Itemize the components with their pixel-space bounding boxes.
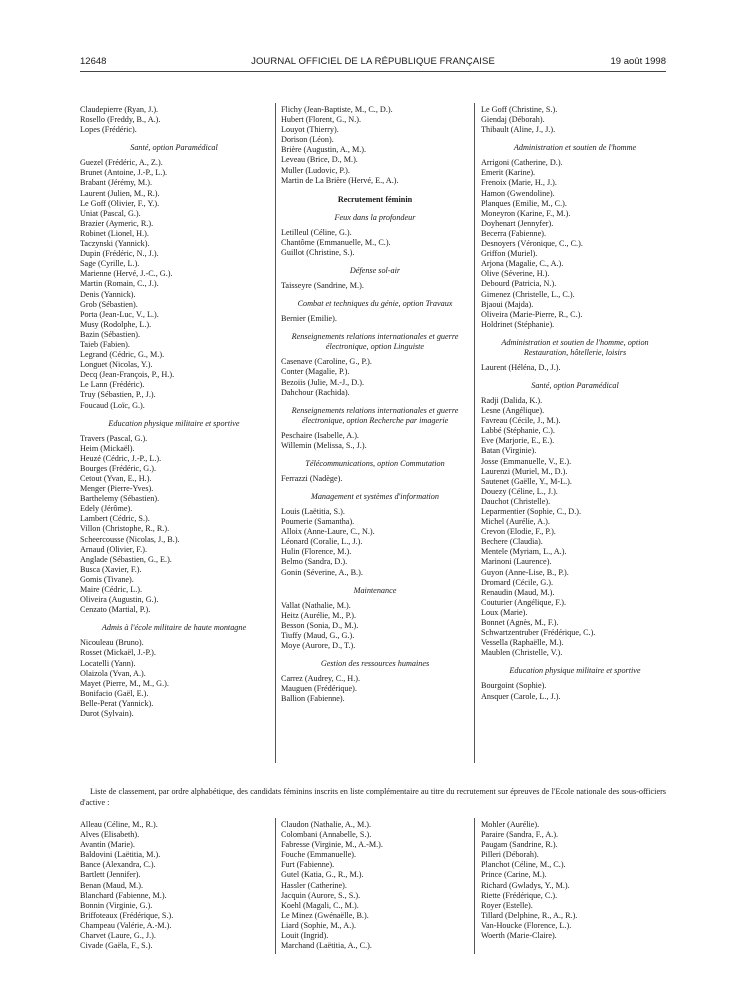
list-item: Maublen (Christelle, V.). — [481, 648, 563, 658]
list-item: Menger (Pierre-Yves). — [80, 484, 154, 494]
list-item: Le Goff (Olivier, F., Y.). — [80, 198, 160, 208]
list-item: Schwartzentruber (Frédérique, C.). — [481, 628, 596, 638]
section-heading: Education physique militaire et sportive — [108, 418, 240, 428]
list-item: Royer (Estelle). — [481, 900, 533, 910]
list-item: Guillot (Christine, S.). — [281, 248, 355, 258]
list-item: Rosset (Mickaël, J.-P.). — [80, 648, 156, 658]
list-item: Mayet (Pierre, M., M., G.). — [80, 678, 169, 688]
list-item: Douezy (Céline, L., J.). — [481, 486, 558, 496]
section-heading: Admis à l'école militaire de haute montagne — [101, 623, 247, 633]
list-item: Heuzé (Cédric, J.-P., L.). — [80, 453, 162, 463]
list-item: Moye (Aurore, D., T.). — [281, 641, 356, 650]
list-item: Radji (Dalida, K.). — [481, 395, 543, 405]
list-item: Frenoix (Marie, H., J.). — [481, 178, 557, 188]
list-item: Brazier (Aymeric, R.). — [80, 218, 154, 228]
list-item: Alves (Elisabeth). — [80, 830, 140, 840]
list-item: Longuet (Nicolas, Y.). — [80, 360, 153, 370]
list-item: Giendaj (Déborah). — [481, 115, 545, 125]
list-item: Oliveira (Marie-Pierre, R., C.). — [481, 309, 583, 319]
list-item: Claudon (Nathalie, A., M.). — [281, 820, 372, 829]
list-item: Richard (Gwladys, Y., M.). — [481, 880, 570, 890]
list-item: Hassler (Catherine). — [281, 880, 347, 890]
list-item: Brabant (Jérémy, M.). — [80, 178, 152, 188]
list-item: Arjona (Magalie, C., A.). — [481, 259, 564, 269]
list-item: Louyot (Thierry). — [281, 125, 339, 135]
list-item: Laurent (Héléna, D., J.). — [481, 362, 561, 372]
list-item: Carrez (Audrey, C., H.). — [281, 674, 361, 684]
list-item: Benan (Maud, M.). — [80, 880, 143, 890]
list-item: Lopes (Frédéric). — [80, 125, 137, 135]
list-item: Baldovini (Laëtitia, M.). — [80, 850, 161, 860]
list-item: Griffon (Muriel). — [481, 249, 538, 259]
list-item: Paraire (Sandra, F., A.). — [481, 830, 559, 840]
list-item: Hubert (Florent, G., N.). — [281, 115, 362, 125]
list-item: Avantin (Marie). — [80, 840, 135, 850]
list-item: Gutel (Katia, G., R., M.). — [281, 870, 364, 880]
list-item: Letilleul (Céline, G.). — [281, 227, 352, 237]
list-item: Marienne (Hervé, J.-C., G.). — [80, 269, 173, 279]
list-item: Laurenzi (Muriel, M., D.). — [481, 466, 568, 476]
list-item: Taieb (Fabien). — [80, 339, 130, 349]
list-item: Peschaire (Isabelle, A.). — [281, 430, 359, 440]
list-item: Alloix (Anne-Laure, C., N.). — [281, 527, 375, 537]
list-item: Maire (Cédric, L.). — [80, 585, 143, 595]
lower-column-2 — [281, 820, 469, 951]
list-item: Pilleri (Déborah). — [481, 850, 539, 860]
list-item: Bartlett (Jennifer). — [80, 870, 141, 880]
list-item: Tiuffy (Maud, G., G.). — [281, 630, 355, 640]
list-item: Mentele (Myriam, L., A.). — [481, 547, 567, 557]
column-divider — [474, 103, 475, 763]
list-item: Marchand (Laëtitia, A., C.). — [281, 941, 372, 951]
list-item: Rosello (Freddy, B., A.). — [80, 115, 161, 125]
publication-date: 19 août 1998 — [610, 56, 666, 67]
list-item: Favreau (Cécile, J., M.). — [481, 416, 561, 426]
list-item: Planques (Emilie, M., C.). — [481, 198, 567, 208]
list-item: Anglade (Sébastien, G., E.). — [80, 554, 172, 564]
list-item: Martin (Romain, C., J.). — [80, 279, 159, 289]
list-item: Legrand (Cédric, G., M.). — [80, 350, 165, 360]
list-item: Tillard (Delphine, R., A., R.). — [481, 910, 578, 920]
list-item: Léonard (Coralie, L., J.). — [281, 537, 363, 547]
section-heading: Renseignements relations internationales et guerre électronique, option Recherche par imagerie — [291, 405, 459, 425]
list-item: Doyhenart (Jennyfer). — [481, 218, 554, 228]
list-item: Villon (Christophe, R., R.). — [80, 524, 170, 534]
list-item: Louit (Ingrid). — [281, 931, 329, 941]
list-item: Labbé (Stéphanie, C.). — [481, 426, 555, 436]
section-heading: Santé, option Paramédical — [130, 143, 218, 153]
page-number: 12648 — [80, 56, 107, 67]
list-item: Heim (Mickaël). — [80, 443, 135, 453]
journal-title: JOURNAL OFFICIEL DE LA RÉPUBLIQUE FRANÇAISE — [251, 56, 495, 67]
list-item: Fouche (Emmanuelle). — [281, 850, 357, 860]
list-item: Laurent (Julien, M., R.). — [80, 188, 160, 198]
section-heading: Combat et techniques du génie, option Travaux — [297, 299, 453, 309]
list-item: Eve (Marjorie, E., E.). — [481, 436, 555, 446]
column-divider — [275, 818, 276, 954]
lower-column-1 — [80, 820, 268, 951]
list-item: Riette (Frédérique, C.). — [481, 890, 558, 900]
list-item: Bonnet (Agnès, M., F.). — [481, 618, 559, 628]
list-item: Batan (Virginie). — [481, 446, 537, 456]
column-divider — [275, 103, 276, 763]
list-item: Charvet (Laure, G., J.). — [80, 931, 156, 941]
list-item: Bourgoint (Sophie). — [481, 681, 547, 691]
list-item: Foucaud (Loïc, G.). — [80, 400, 145, 410]
list-item: Taisseyre (Sandrine, M.). — [281, 281, 364, 291]
list-item: Briffoteaux (Frédérique, S.). — [80, 910, 174, 920]
list-item: Flichy (Jean-Baptiste, M., C., D.). — [281, 105, 393, 114]
list-item: Brunet (Antoine, J.-P., L.). — [80, 168, 168, 178]
list-item: Brière (Augustin, A., M.). — [281, 145, 367, 155]
list-item: Liard (Sophie, M., A.). — [281, 920, 357, 930]
list-item: Martin de La Brière (Hervé, E., A.). — [281, 175, 399, 185]
list-item: Busca (Xavier, F.). — [80, 564, 142, 574]
list-item: Renaudin (Maud, M.). — [481, 587, 555, 597]
list-item: Travers (Pascal, G.). — [80, 433, 148, 443]
list-item: Truy (Sébastien, P., J.). — [80, 390, 156, 400]
list-item: Josse (Emmanuelle, V., E.). — [481, 456, 572, 466]
list-item: Chantôme (Emmanuelle, M., C.). — [281, 237, 391, 247]
list-item: Gimenez (Christelle, L., C.). — [481, 289, 575, 299]
list-item: Cetout (Yvan, E., H.). — [80, 474, 152, 483]
list-item: Bourges (Frédéric, G.). — [80, 463, 157, 473]
list-item: Jacquin (Aurore, S., S.). — [281, 890, 361, 900]
list-item: Scheercousse (Nicolas, J., B.). — [80, 534, 180, 544]
list-item: Planchot (Céline, M., C.). — [481, 860, 566, 870]
list-item: Prince (Carine, M.). — [481, 870, 547, 880]
list-item: Guyon (Anne-Lise, B., P.). — [481, 567, 569, 577]
lower-column-3 — [481, 820, 669, 941]
list-item: Loux (Marie). — [481, 607, 528, 617]
list-item: Sage (Cyrille, L.). — [80, 259, 140, 269]
section-heading: Education physique militaire et sportive — [509, 666, 641, 676]
list-item: Mohler (Aurélie). — [481, 820, 540, 829]
list-item: Decq (Jean-François, P., H.). — [80, 370, 175, 380]
list-item: Le Minez (Gwénaëlle, B.). — [281, 910, 369, 920]
section-heading: Gestion des ressources humaines — [320, 659, 430, 669]
list-item: Dupin (Frédéric, N., J.). — [80, 249, 159, 259]
list-item: Moneyron (Karine, F., M.). — [481, 208, 571, 218]
section-heading: Télécommunications, option Commutation — [305, 458, 445, 468]
list-item: Furt (Fabienne). — [281, 860, 335, 870]
upper-column-2 — [281, 105, 469, 704]
list-item: Poumerie (Samantha). — [281, 517, 355, 527]
list-item: Vessella (Raphaëlle, M.). — [481, 638, 564, 648]
list-item: Lesne (Angélique). — [481, 406, 545, 416]
list-item: Michel (Aurélie, A.). — [481, 517, 550, 527]
list-item: Bonnin (Virginie, G.). — [80, 900, 153, 910]
list-item: Holdrinet (Stéphanie). — [481, 319, 555, 329]
list-item: Dromard (Cécile, G.). — [481, 577, 554, 587]
list-item: Dauchot (Christelle). — [481, 496, 551, 506]
list-item: Locatelli (Yann). — [80, 658, 136, 668]
section-heading: Administration et soutien de l'homme, option Restauration, hôtellerie, loisirs — [501, 337, 649, 357]
list-item: Bjaoui (Majda). — [481, 299, 534, 309]
list-item: Ansquer (Carole, L., J.). — [481, 691, 561, 701]
list-item: Oliveira (Augustin, G.). — [80, 595, 159, 605]
list-item: Bazin (Sébastien). — [80, 329, 141, 339]
list-item: Taczynski (Yannick). — [80, 239, 150, 249]
section-heading: Santé, option Paramédical — [531, 380, 619, 390]
list-item: Willemin (Melissa, S., J.). — [281, 440, 367, 450]
list-item: Vallat (Nathalie, M.). — [281, 600, 351, 610]
list-item: Uniat (Pascal, G.). — [80, 208, 141, 218]
section-heading: Maintenance — [353, 585, 397, 595]
list-item: Casenave (Caroline, G., P.). — [281, 357, 372, 367]
list-item: Le Goff (Christine, S.). — [481, 105, 558, 114]
list-item: Ballion (Fabienne). — [281, 694, 345, 704]
upper-column-1 — [80, 105, 268, 719]
list-item: Muller (Ludovic, P.). — [281, 165, 350, 175]
list-item: Bezoiis (Julie, M.-J., D.). — [281, 377, 365, 387]
section-heading: Administration et soutien de l'homme — [513, 143, 637, 153]
list-item: Olaizola (Yvan, A.). — [80, 668, 146, 678]
list-item: Le Lann (Frédéric). — [80, 380, 145, 390]
list-item: Bernier (Emilie). — [281, 314, 337, 324]
list-item: Alleau (Céline, M., R.). — [80, 820, 158, 829]
section-heading: Défense sol-air — [349, 266, 401, 276]
list-item: Porta (Jean-Luc, V., L.). — [80, 309, 159, 319]
list-item: Sautenet (Gaëlle, Y., M-L.). — [481, 476, 572, 486]
list-item: Barthelemy (Sébastien). — [80, 494, 160, 504]
list-item: Colombani (Annabelle, S.). — [281, 830, 372, 840]
list-item: Dorison (Léon). — [281, 135, 334, 145]
list-item: Woerth (Marie-Claire). — [481, 931, 557, 941]
list-item: Fabresse (Virginie, M., A.-M.). — [281, 840, 383, 850]
list-item: Paugam (Sandrine, R.). — [481, 840, 558, 850]
list-item: Robinet (Lionel, H.). — [80, 228, 149, 238]
list-item: Crevon (Elodie, F., P.). — [481, 527, 556, 537]
list-item: Belmo (Sandra, D.). — [281, 557, 348, 567]
list-item: Bonifacio (Gaël, E.). — [80, 688, 149, 698]
list-item: Blanchard (Fabienne, M.). — [80, 890, 167, 900]
list-item: Arnaud (Olivier, F.). — [80, 544, 148, 554]
list-item: Civade (Gaëla, F., S.). — [80, 941, 153, 951]
list-item: Emerit (Karine). — [481, 168, 536, 178]
list-item: Edely (Jérôme). — [80, 504, 133, 514]
list-item: Belle-Perat (Yannick). — [80, 698, 154, 708]
list-item: Denis (Yannick). — [80, 289, 136, 299]
section-title: Recrutement féminin — [337, 194, 413, 204]
list-item: Besson (Sonia, D., M.). — [281, 620, 359, 630]
list-item: Conter (Magalie, P.). — [281, 367, 350, 377]
list-item: Hamon (Gwendoline). — [481, 188, 555, 198]
list-item: Ferrazzi (Nadège). — [281, 473, 343, 483]
list-item: Mauguen (Frédérique). — [281, 684, 357, 694]
list-item: Arrigoni (Catherine, D.). — [481, 158, 563, 168]
list-item: Grob (Sébastien). — [80, 299, 138, 309]
list-item: Bechere (Claudia). — [481, 537, 543, 547]
intro-paragraph: Liste de classement, par ordre alphabétique, des candidats féminins inscrits en liste complémentaire au titre du recrutement sur épreuves de l'Ecole nationale des sous-officiers d'active : — [80, 787, 666, 807]
header-rule — [80, 71, 666, 72]
list-item: Champeau (Valérie, A.-M.). — [80, 920, 172, 930]
list-item: Louis (Laëtitia, S.). — [281, 506, 345, 516]
list-item: Gomis (Tivane). — [80, 574, 134, 584]
list-item: Desnoyers (Véronique, C., C.). — [481, 239, 583, 249]
section-heading: Renseignements relations internationales et guerre électronique, option Linguiste — [291, 332, 459, 352]
page-header — [80, 56, 666, 72]
section-heading: Management et systèmes d'information — [311, 491, 439, 501]
list-item: Nicouleau (Bruno). — [80, 638, 144, 648]
list-item: Musy (Rodolphe, L.). — [80, 319, 152, 329]
list-item: Guezel (Frédéric, A., Z.). — [80, 158, 163, 168]
list-item: Couturier (Angélique, F.). — [481, 597, 567, 607]
list-item: Cenzato (Martial, P.). — [80, 605, 151, 615]
list-item: Debourd (Patricia, N.). — [481, 279, 557, 289]
list-item: Bance (Alexandra, C.). — [80, 860, 156, 870]
list-item: Gonin (Séverine, A., B.). — [281, 567, 363, 577]
list-item: Van-Houcke (Florence, L.). — [481, 920, 572, 930]
list-item: Thibault (Aline, J., J.). — [481, 125, 556, 135]
list-item: Olive (Séverine, H.). — [481, 269, 550, 279]
list-item: Leveau (Brice, D., M.). — [281, 155, 358, 165]
upper-column-3 — [481, 105, 669, 702]
list-item: Claudepierre (Ryan, J.). — [80, 105, 159, 114]
list-item: Marinoni (Laurence). — [481, 557, 552, 567]
column-divider — [474, 818, 475, 954]
list-item: Leparmentier (Sophie, C., D.). — [481, 507, 582, 516]
list-item: Dahchour (Rachida). — [281, 387, 350, 397]
list-item: Durot (Sylvain). — [80, 708, 134, 718]
list-item: Heitz (Aurélie, M., P.). — [281, 610, 357, 620]
section-heading: Feux dans la profondeur — [334, 212, 416, 222]
list-item: Hulin (Florence, M.). — [281, 547, 352, 557]
list-item: Koehl (Magali, C., M.). — [281, 900, 359, 910]
list-item: Becerra (Fabienne). — [481, 228, 547, 238]
list-item: Lambert (Cédric, S.). — [80, 514, 150, 524]
